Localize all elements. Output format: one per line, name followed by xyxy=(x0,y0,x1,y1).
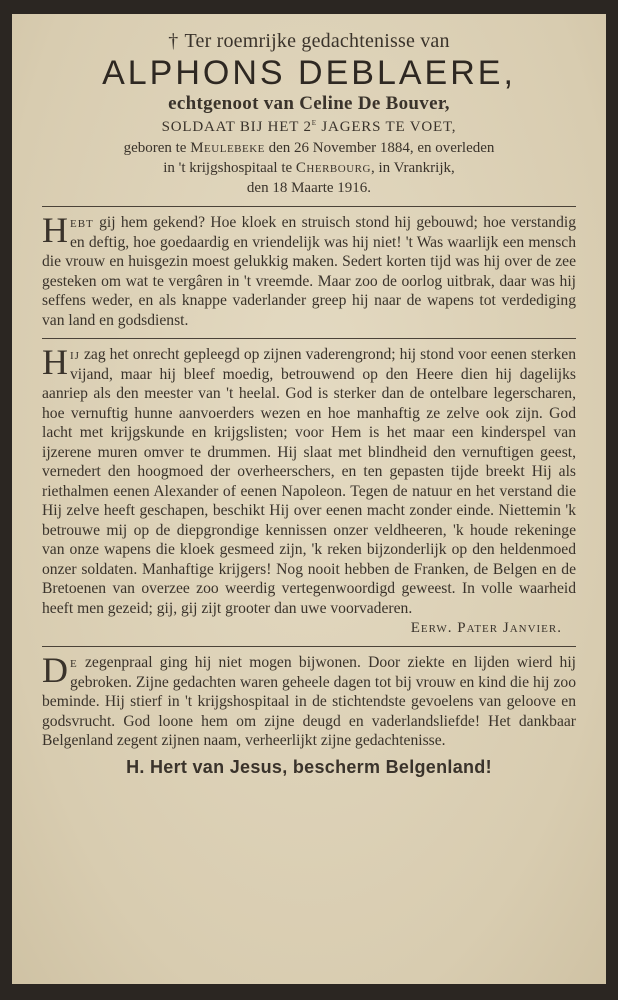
died-pre: in 't krijgshospitaal te xyxy=(163,160,293,176)
death-place: Cherbourg xyxy=(295,160,371,176)
first-word: e xyxy=(70,654,78,671)
paragraph-2 xyxy=(42,342,576,618)
paragraph-text: zag het onrecht gepleegd op zijnen vaderengrond; hij stond voor eenen sterken vijand, maar hij bleef moedig, betrouwend op den Heere dien hij dagelijks aanriep als den meester van 't heelal. God is sterker dan de ontelbare legerscharen, hoe vernuftig hunne aanvoerders wezen en hoe manhaftig ze zelve ook zijn. God lacht met krijgskunde en krijgslisten; voor Hem is het maar een kinderspel van ijzerene muren omver te drummen. Hij slaat met blindheid den vernuftigen geest, vernedert den hoogmoed der overheerschers, en ten gepasten tijde breekt Hij als riethalmen eenen Alexander of eenen Napoleon. Tegen de natuur en het verstand die Hij zelve heeft geschapen, beschikt Hij over eenen macht zonder einde. Niettemin 'k betrouwe mij op de diepgrondige kennissen onzer veldheeren, 'k houde rekeninge van onze wapens die kloek gesmeed zijn, 'k reken bijzonderlijk op den heldenmoed onzer soldaten. Manhaftige krijgers! Nog nooit hebben de Franken, de Belgen en de Bretoenen van overzee zoo weerdig vertegenwoordigd geweest. In volle waarheid heeft men gezeid; gij, gij zijt grooter dan uwe voorvaderen. xyxy=(42,346,576,617)
soldier-line xyxy=(42,116,576,138)
spouse-line: echtgenoot van Celine De Bouver, xyxy=(168,93,450,114)
first-word: ij xyxy=(70,346,80,363)
soldier-prefix: SOLDAAT BIJ HET 2 xyxy=(161,119,312,135)
paragraph-text: zegenpraal ging hij niet mogen bijwonen. Door ziekte en lijden wierd hij gebroken. Zijne gedachten waren geheele dagen tot bij vrouw en kind die hij zoo beminde. Hij stierf in 't krijgshospitaal in de stichtendste gevoelens van geloove en godsvrucht. God loone hem om zijne deugd en vaderlandsliefde! Het dankbaar Belgenland zegent zijnen naam, verheerlijkt zijne gedachtenisse. xyxy=(42,654,576,749)
closing-prayer: H. Hert van Jesus, bescherm Belgenland! xyxy=(126,756,492,777)
died-post: , in Vrankrijk, xyxy=(370,160,455,176)
paragraph-text: gij hem gekend? Hoe kloek en struisch stond hij gebouwd; hoe verstandig en deftig, hoe goedaardig en vriendelijk was hij niet! 't Was waarlijk een mensch die vrouw en huisgezin moest gelukkig maken. Sedert korten tijd was hij over de zee gesteken om wat te vergâren in 't vreemde. Maar zoo de oorlog uitbrak, daar was hij seffens weder, en als knappe vaderlander greep hij naar de wapens tot verdediging van land en godsdienst. xyxy=(42,214,576,329)
first-word: ebt xyxy=(70,214,94,231)
paragraph-3 xyxy=(42,650,576,751)
soldier-suffix: JAGERS TE VOET, xyxy=(321,119,457,135)
birth-line xyxy=(42,138,576,158)
dropcap: D xyxy=(42,650,68,690)
birth-place: Meulebeke xyxy=(190,140,265,156)
cross-icon: † xyxy=(168,30,179,52)
death-date: den 18 Maarte 1916. xyxy=(246,180,372,196)
card-header xyxy=(42,28,576,198)
card-paper xyxy=(12,14,606,984)
divider xyxy=(42,646,576,647)
born-pre: geboren te xyxy=(123,140,187,156)
deceased-name: ALPHONS DEBLAERE, xyxy=(102,54,516,92)
dropcap: H xyxy=(42,342,68,382)
quote-signature: Eerw. Pater Janvier. xyxy=(410,620,562,636)
memorial-text: Ter roemrijke gedachtenisse van xyxy=(184,30,450,52)
memorial-line xyxy=(42,28,576,54)
born-post: den 26 November 1884, en overleden xyxy=(268,140,495,156)
divider xyxy=(42,338,576,339)
paragraph-1 xyxy=(42,210,576,330)
soldier-ordinal: e xyxy=(311,117,317,128)
dropcap: H xyxy=(42,210,68,250)
death-line xyxy=(42,158,576,178)
divider xyxy=(42,206,576,207)
